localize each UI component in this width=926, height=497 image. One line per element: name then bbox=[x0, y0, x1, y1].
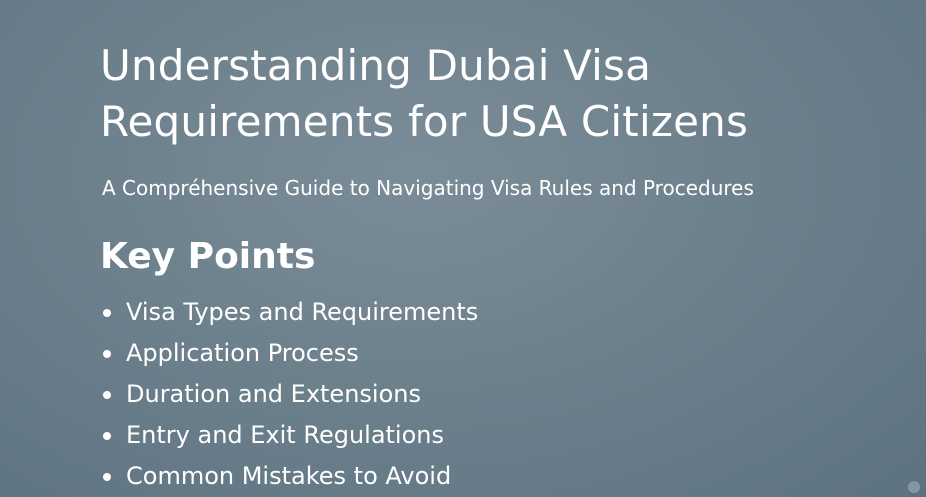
key-point-item bbox=[100, 415, 478, 456]
key-point-item bbox=[100, 292, 478, 333]
bullet-icon bbox=[103, 473, 111, 481]
key-point-label: Common Mistakes to Avoid bbox=[126, 462, 452, 490]
bullet-icon bbox=[103, 391, 111, 399]
key-points-list bbox=[100, 292, 478, 497]
key-point-label: Application Process bbox=[126, 339, 359, 367]
key-point-item bbox=[100, 333, 478, 374]
key-point-item bbox=[100, 374, 478, 415]
key-point-label: Entry and Exit Regulations bbox=[126, 421, 444, 449]
key-point-item bbox=[100, 456, 478, 497]
corner-mark-icon bbox=[908, 481, 920, 493]
key-point-label: Duration and Extensions bbox=[126, 380, 421, 408]
key-point-label: Visa Types and Requirements bbox=[126, 298, 479, 326]
bullet-icon bbox=[103, 350, 111, 358]
slide-title: Understanding Dubai Visa Requirements for USA Citizens bbox=[100, 41, 749, 146]
bullet-icon bbox=[103, 432, 111, 440]
bullet-icon bbox=[103, 309, 111, 317]
key-points-heading: Key Points bbox=[100, 236, 316, 277]
slide-subtitle: A Compréhensive Guide to Navigating Visa Rules and Procedures bbox=[102, 176, 754, 200]
